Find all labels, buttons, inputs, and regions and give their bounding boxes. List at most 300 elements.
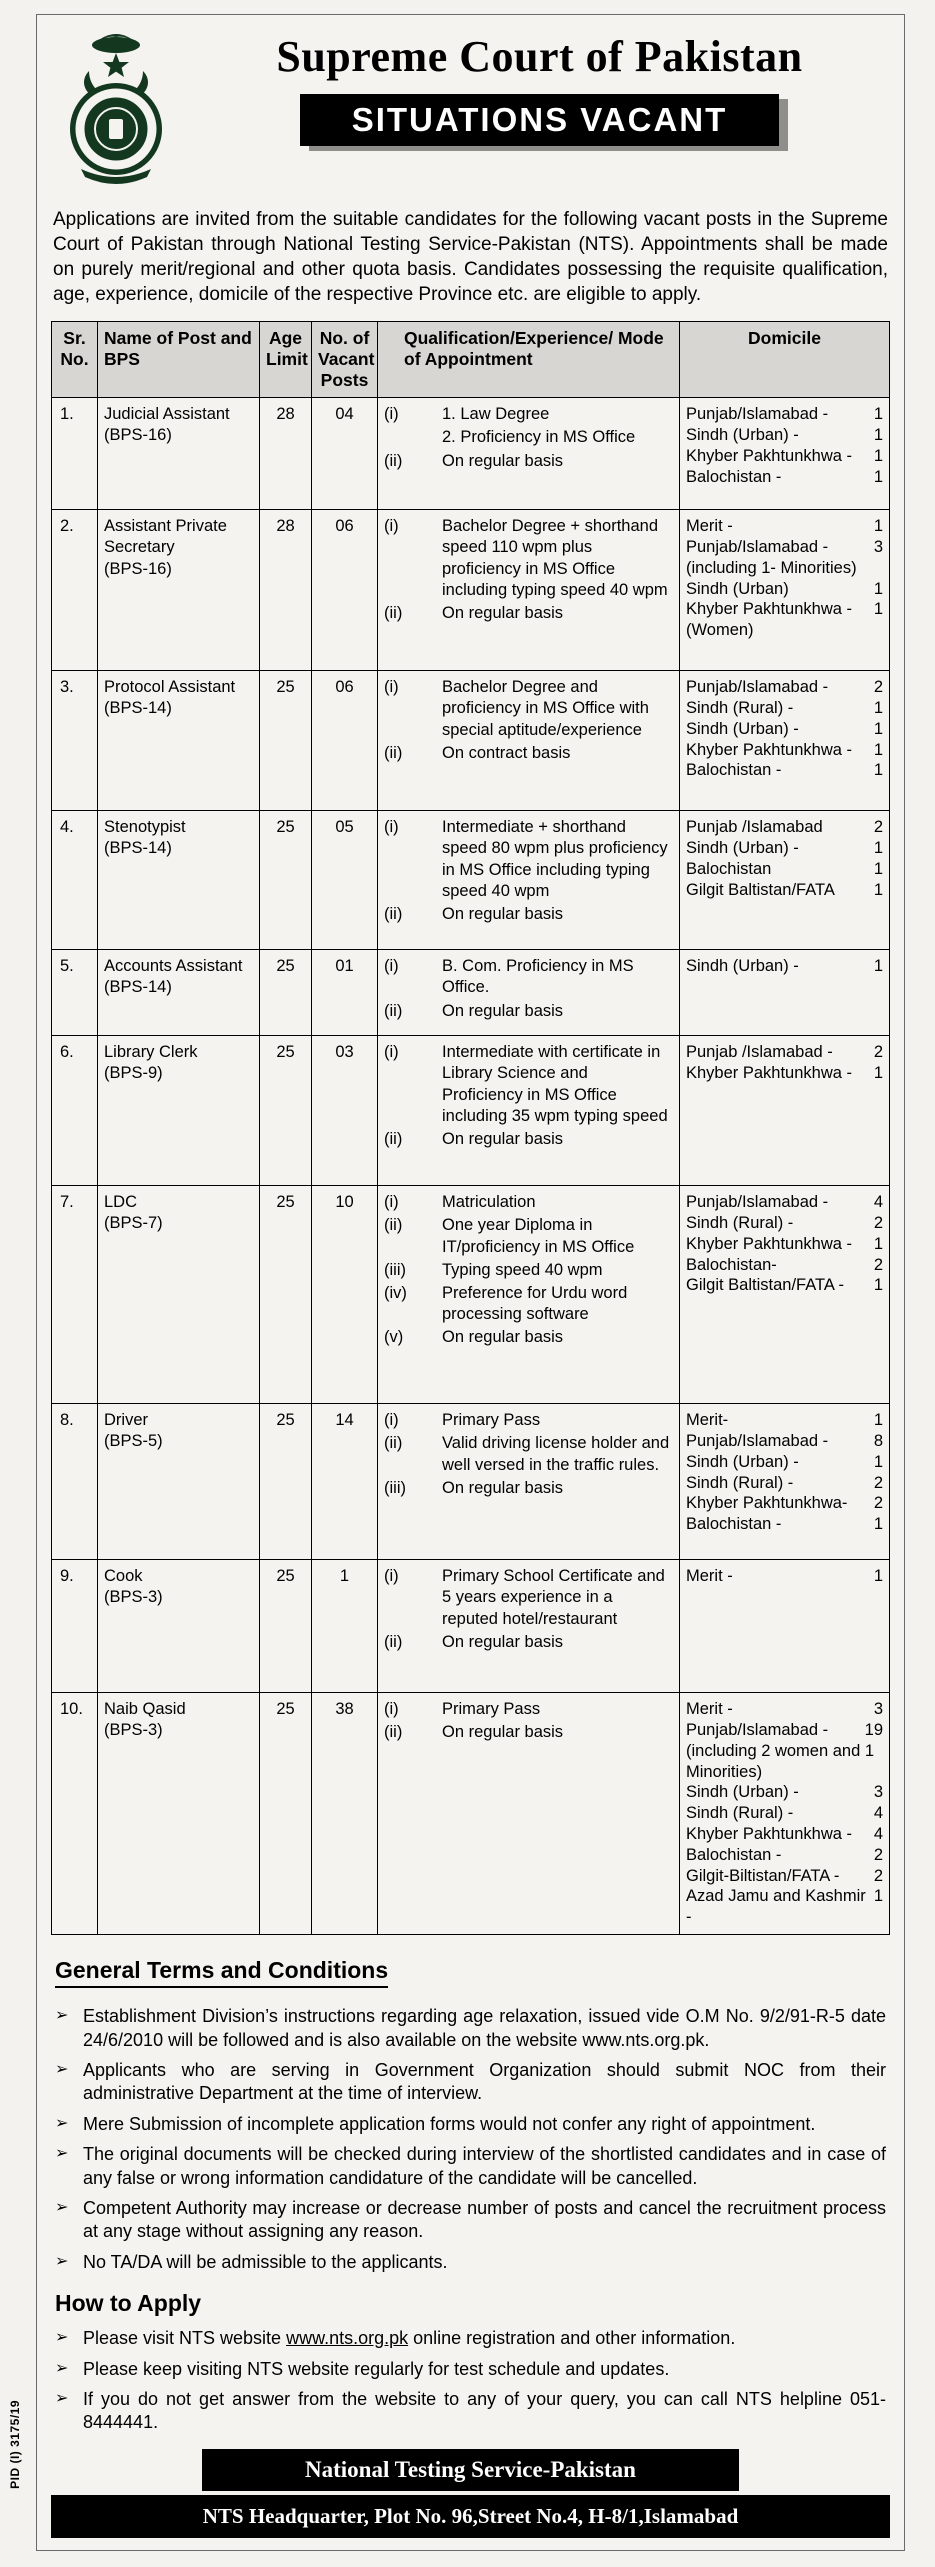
qualification-item bbox=[384, 1129, 673, 1150]
age-limit-cell: 25 bbox=[260, 950, 312, 1036]
qualification-marker: (i) bbox=[384, 818, 399, 837]
qualification-text: On regular basis bbox=[442, 1327, 564, 1346]
qualification-marker: (i) bbox=[384, 517, 399, 536]
qualification-item bbox=[384, 1001, 673, 1022]
post-name: Judicial Assistant bbox=[104, 405, 230, 424]
qualification-text: 1. Law Degree bbox=[442, 405, 550, 424]
qualification-marker: (iii) bbox=[384, 1260, 406, 1279]
bullet-item bbox=[55, 2113, 886, 2136]
age-limit-cell: 25 bbox=[260, 811, 312, 950]
age-limit-cell: 28 bbox=[260, 510, 312, 671]
qualification-cell bbox=[378, 1036, 680, 1186]
vacant-posts-cell: 04 bbox=[312, 398, 378, 510]
qualification-item bbox=[384, 1722, 673, 1743]
domicile-line bbox=[686, 740, 883, 761]
apply-list bbox=[55, 2327, 886, 2435]
post-cell bbox=[98, 1560, 260, 1693]
domicile-region: Merit - bbox=[686, 517, 733, 536]
qualification-marker: (ii) bbox=[384, 1001, 403, 1020]
qualification-text: Bachelor Degree and proficiency in MS Office with special aptitude/experience bbox=[442, 678, 649, 739]
domicile-region: Sindh (Urban) - bbox=[686, 1452, 799, 1471]
domicile-region: Gilgit-Biltistan/FATA - bbox=[686, 1866, 840, 1885]
qualification-item bbox=[384, 1042, 673, 1126]
sr-no-cell: 2. bbox=[52, 510, 98, 671]
domicile-region: Sindh (Urban) - bbox=[686, 426, 799, 445]
domicile-count: 1 bbox=[873, 1515, 883, 1534]
table-row bbox=[52, 671, 890, 811]
qualification-item bbox=[384, 1283, 673, 1325]
qualification-marker: (i) bbox=[384, 1411, 399, 1430]
table-row bbox=[52, 1036, 890, 1186]
domicile-region: Sindh (Rural) - bbox=[686, 1214, 794, 1233]
vacant-posts-cell: 1 bbox=[312, 1560, 378, 1693]
qualification-item bbox=[384, 427, 673, 448]
bullet-arrow-icon: ➢ bbox=[55, 2061, 69, 2079]
domicile-region: Merit- bbox=[686, 1411, 729, 1430]
domicile-cell bbox=[680, 1693, 890, 1935]
vacant-posts-cell: 38 bbox=[312, 1693, 378, 1935]
post-bps: (BPS-3) bbox=[104, 1721, 163, 1740]
bullet-item bbox=[55, 2251, 886, 2274]
sr-no-cell: 8. bbox=[52, 1404, 98, 1560]
domicile-count: 1 bbox=[873, 957, 883, 976]
sr-no-cell: 5. bbox=[52, 950, 98, 1036]
domicile-count: 1 bbox=[873, 1452, 883, 1471]
vacancy-table bbox=[51, 321, 890, 1935]
domicile-region: Balochistan - bbox=[686, 467, 782, 486]
post-name: Protocol Assistant bbox=[104, 678, 236, 697]
bullet-text: The original documents will be checked during interview of the shortlisted candidates and in case of any false or wrong information candidature of the candidate will be cancelled. bbox=[83, 2144, 886, 2188]
domicile-region: (including 2 women and 1 Minorities) bbox=[686, 1741, 875, 1781]
bullet-arrow-icon: ➢ bbox=[55, 2199, 69, 2217]
qualification-cell bbox=[378, 811, 680, 950]
domicile-line bbox=[686, 1845, 883, 1866]
qualification-item bbox=[384, 1566, 673, 1629]
qualification-cell bbox=[378, 1186, 680, 1404]
qualification-item bbox=[384, 1433, 673, 1475]
domicile-count: 1 bbox=[873, 1064, 883, 1083]
post-name: Driver bbox=[104, 1411, 148, 1430]
qualification-text: On regular basis bbox=[442, 1129, 564, 1148]
bullet-item bbox=[55, 2327, 886, 2350]
qualification-cell bbox=[378, 510, 680, 671]
post-bps: (BPS-14) bbox=[104, 839, 172, 858]
qualification-text: On regular basis bbox=[442, 1478, 564, 1497]
qualification-cell bbox=[378, 398, 680, 510]
bullet-text: Competent Authority may increase or decrease number of posts and cancel the recruitment process at any stage without assigning any reason. bbox=[83, 2198, 886, 2242]
domicile-cell bbox=[680, 510, 890, 671]
post-cell bbox=[98, 1404, 260, 1560]
domicile-region: Sindh (Rural) - bbox=[686, 1804, 794, 1823]
domicile-region: Khyber Pakhtunkhwa - bbox=[686, 1234, 853, 1253]
qualification-item bbox=[384, 1192, 673, 1213]
domicile-region: Balochistan - bbox=[686, 1515, 782, 1534]
bullet-text: Establishment Division’s instructions regarding age relaxation, issued vide O.M No. 9/2/91-R-5 date 24/6/2010 will be followed and is also available on the website www.nts.org.pk. bbox=[83, 2006, 886, 2050]
domicile-count bbox=[879, 1741, 883, 1783]
sr-no-cell: 9. bbox=[52, 1560, 98, 1693]
page-title: Supreme Court of Pakistan bbox=[276, 32, 803, 81]
qualification-marker: (i) bbox=[384, 678, 399, 697]
domicile-line bbox=[686, 1431, 883, 1452]
domicile-line bbox=[686, 859, 883, 880]
domicile-line bbox=[686, 1782, 883, 1803]
age-limit-cell: 25 bbox=[260, 1560, 312, 1693]
how-to-apply-section bbox=[55, 2290, 886, 2435]
domicile-cell bbox=[680, 398, 890, 510]
table-row bbox=[52, 1560, 890, 1693]
domicile-line bbox=[686, 446, 883, 467]
age-limit-cell: 28 bbox=[260, 398, 312, 510]
table-header-row bbox=[52, 322, 890, 398]
header-center bbox=[189, 25, 890, 146]
domicile-region: Balochistan bbox=[686, 859, 772, 878]
post-name: Library Clerk bbox=[104, 1043, 198, 1062]
qualification-marker: (i) bbox=[384, 405, 399, 424]
domicile-region: Sindh (Urban) bbox=[686, 579, 789, 598]
post-cell bbox=[98, 1036, 260, 1186]
domicile-line bbox=[686, 1213, 883, 1234]
domicile-count: 1 bbox=[873, 1234, 883, 1253]
domicile-region: Sindh (Rural) - bbox=[686, 1473, 794, 1492]
domicile-line bbox=[686, 425, 883, 446]
domicile-region: Khyber Pakhtunkhwa - bbox=[686, 446, 853, 465]
domicile-region: Sindh (Urban) - bbox=[686, 839, 799, 858]
domicile-region: Gilgit Baltistan/FATA bbox=[686, 880, 835, 899]
domicile-region: Merit - bbox=[686, 1567, 733, 1586]
vacant-posts-cell: 03 bbox=[312, 1036, 378, 1186]
domicile-line bbox=[686, 1741, 883, 1783]
footer bbox=[51, 2449, 890, 2538]
domicile-count: 1 bbox=[873, 859, 883, 878]
post-cell bbox=[98, 950, 260, 1036]
table-header bbox=[52, 322, 890, 398]
qualification-text: Matriculation bbox=[442, 1193, 536, 1212]
footer-address: NTS Headquarter, Plot No. 96,Street No.4, H-8/1,Islamabad bbox=[51, 2495, 890, 2538]
qualification-text: 2. Proficiency in MS Office bbox=[442, 428, 636, 447]
qualification-item bbox=[384, 904, 673, 925]
bullet-item bbox=[55, 2197, 886, 2244]
domicile-region: (including 1- Minorities) bbox=[686, 558, 857, 577]
qualification-text: On regular basis bbox=[442, 1632, 564, 1651]
bullet-arrow-icon: ➢ bbox=[55, 2390, 69, 2407]
post-name: Assistant Private Secretary bbox=[104, 517, 227, 557]
qualification-text: Preference for Urdu word processing software bbox=[442, 1283, 628, 1323]
bullet-arrow-icon: ➢ bbox=[55, 2007, 69, 2025]
domicile-region: Merit - bbox=[686, 1700, 733, 1719]
qualification-marker: (ii) bbox=[384, 1723, 403, 1742]
domicile-cell bbox=[680, 950, 890, 1036]
table-row bbox=[52, 950, 890, 1036]
qualification-marker bbox=[384, 427, 436, 448]
domicile-line bbox=[686, 1255, 883, 1276]
post-name: Stenotypist bbox=[104, 818, 186, 837]
qualification-item bbox=[384, 1327, 673, 1348]
domicile-line bbox=[686, 620, 883, 641]
vacant-posts-cell: 06 bbox=[312, 510, 378, 671]
qualification-marker: (i) bbox=[384, 1043, 399, 1062]
domicile-line bbox=[686, 1720, 883, 1741]
sr-no-cell: 7. bbox=[52, 1186, 98, 1404]
domicile-region: Punjab/Islamabad - bbox=[686, 1193, 829, 1212]
qualification-text: Primary School Certificate and 5 years experience in a reputed hotel/restaurant bbox=[442, 1567, 665, 1628]
post-cell bbox=[98, 1693, 260, 1935]
bullet-text: Mere Submission of incomplete application forms would not confer any right of appointment. bbox=[83, 2113, 816, 2134]
qualification-cell bbox=[378, 1404, 680, 1560]
domicile-count: 1 bbox=[873, 699, 883, 718]
table-row bbox=[52, 811, 890, 950]
domicile-count: 2 bbox=[873, 1845, 883, 1864]
bullet-text-pre: Please visit NTS website bbox=[83, 2328, 287, 2349]
domicile-line bbox=[686, 677, 883, 698]
domicile-line bbox=[686, 467, 883, 488]
post-name: Accounts Assistant bbox=[104, 957, 243, 976]
post-bps: (BPS-14) bbox=[104, 699, 172, 718]
domicile-region: Balochistan - bbox=[686, 1845, 782, 1864]
post-cell bbox=[98, 1186, 260, 1404]
domicile-line bbox=[686, 1803, 883, 1824]
qualification-item bbox=[384, 1260, 673, 1281]
qualification-text: On regular basis bbox=[442, 603, 564, 622]
col-header-age: Age Limit bbox=[260, 322, 312, 398]
qualification-marker: (ii) bbox=[384, 904, 403, 923]
domicile-line bbox=[686, 760, 883, 781]
qualification-text: On regular basis bbox=[442, 904, 564, 923]
vacant-posts-cell: 14 bbox=[312, 1404, 378, 1560]
bullet-text: Applicants who are serving in Government Organization should submit NOC from their administrative Department at the time of interview. bbox=[83, 2060, 886, 2104]
qualification-marker: (ii) bbox=[384, 1216, 403, 1235]
bullet-arrow-icon: ➢ bbox=[55, 2359, 69, 2377]
age-limit-cell: 25 bbox=[260, 1404, 312, 1560]
vacant-posts-cell: 10 bbox=[312, 1186, 378, 1404]
vacant-posts-cell: 05 bbox=[312, 811, 378, 950]
domicile-line bbox=[686, 817, 883, 838]
domicile-line bbox=[686, 1824, 883, 1845]
bullet-text: If you do not get answer from the website to any of your query, you can call NTS helpline 051-8444441. bbox=[83, 2389, 886, 2433]
post-cell bbox=[98, 398, 260, 510]
col-header-post: Name of Post and BPS bbox=[98, 322, 260, 398]
domicile-count: 3 bbox=[873, 1783, 883, 1802]
vacant-posts-cell: 06 bbox=[312, 671, 378, 811]
terms-heading: General Terms and Conditions bbox=[55, 1957, 388, 1988]
table-row bbox=[52, 1693, 890, 1935]
domicile-line bbox=[686, 1493, 883, 1514]
situations-vacant-banner: SITUATIONS VACANT bbox=[300, 94, 780, 146]
domicile-region: Punjab/Islamabad - bbox=[686, 538, 829, 557]
domicile-count: 1 bbox=[873, 579, 883, 598]
domicile-count: 1 bbox=[873, 1411, 883, 1430]
post-cell bbox=[98, 671, 260, 811]
sr-no-cell: 10. bbox=[52, 1693, 98, 1935]
header bbox=[51, 25, 890, 193]
domicile-count: 2 bbox=[873, 1473, 883, 1492]
domicile-count: 1 bbox=[873, 719, 883, 738]
bullet-text-post: online registration and other information. bbox=[408, 2328, 736, 2349]
domicile-line bbox=[686, 1192, 883, 1213]
domicile-line bbox=[686, 838, 883, 859]
domicile-count: 1 bbox=[873, 600, 883, 619]
domicile-count: 4 bbox=[873, 1825, 883, 1843]
domicile-region: Punjab /Islamabad - bbox=[686, 1043, 833, 1062]
col-header-vacant-posts: No. of Vacant Posts bbox=[312, 322, 378, 398]
col-header-sr-no: Sr. No. bbox=[52, 322, 98, 398]
qualification-marker: (ii) bbox=[384, 1129, 403, 1148]
domicile-line bbox=[686, 1514, 883, 1535]
col-header-domicile: Domicile bbox=[680, 322, 890, 398]
domicile-cell bbox=[680, 811, 890, 950]
qualification-marker: (v) bbox=[384, 1327, 404, 1346]
bullet-text: Please keep visiting NTS website regularly for test schedule and updates. bbox=[83, 2358, 670, 2379]
domicile-count: 2 bbox=[873, 1214, 883, 1233]
qualification-text: Primary Pass bbox=[442, 1700, 541, 1719]
domicile-region: Khyber Pakhtunkhwa - bbox=[686, 740, 853, 759]
bullet-text bbox=[83, 2327, 886, 2350]
qualification-item bbox=[384, 677, 673, 740]
domicile-count: 2 bbox=[873, 1255, 883, 1274]
qualification-item bbox=[384, 1410, 673, 1431]
domicile-line bbox=[686, 880, 883, 901]
sr-no-cell: 4. bbox=[52, 811, 98, 950]
domicile-line bbox=[686, 537, 883, 558]
vacant-posts-cell: 01 bbox=[312, 950, 378, 1036]
domicile-region: Sindh (Urban) - bbox=[686, 957, 799, 976]
domicile-count: 1 bbox=[873, 740, 883, 759]
domicile-line bbox=[686, 1042, 883, 1063]
domicile-cell bbox=[680, 1404, 890, 1560]
domicile-count: 1 bbox=[873, 446, 883, 465]
domicile-count bbox=[879, 620, 883, 641]
domicile-count: 3 bbox=[873, 538, 883, 557]
qualification-text: One year Diploma in IT/proficiency in MS Office bbox=[442, 1216, 635, 1256]
post-name: LDC bbox=[104, 1193, 138, 1212]
post-bps: (BPS-9) bbox=[104, 1064, 163, 1083]
domicile-line bbox=[686, 1410, 883, 1431]
qualification-item bbox=[384, 1632, 673, 1653]
qualification-item bbox=[384, 817, 673, 901]
qualification-text: Primary Pass bbox=[442, 1411, 541, 1430]
post-bps: (BPS-7) bbox=[104, 1214, 163, 1233]
qualification-item bbox=[384, 743, 673, 764]
qualification-marker: (iii) bbox=[384, 1478, 406, 1497]
domicile-count: 1 bbox=[873, 880, 883, 899]
qualification-marker: (ii) bbox=[384, 603, 403, 622]
bullet-item bbox=[55, 2005, 886, 2052]
domicile-cell bbox=[680, 1036, 890, 1186]
domicile-count: 3 bbox=[873, 1700, 883, 1719]
age-limit-cell: 25 bbox=[260, 671, 312, 811]
domicile-count: 1 bbox=[873, 761, 883, 780]
age-limit-cell: 25 bbox=[260, 1036, 312, 1186]
qualification-item bbox=[384, 956, 673, 998]
qualification-text: Valid driving license holder and well versed in the traffic rules. bbox=[442, 1434, 670, 1474]
domicile-region: Punjab /Islamabad bbox=[686, 818, 823, 837]
domicile-line bbox=[686, 558, 883, 579]
qualification-marker: (i) bbox=[384, 1193, 399, 1212]
logo-box bbox=[51, 25, 189, 192]
qualification-item bbox=[384, 603, 673, 624]
domicile-region: Khyber Pakhtunkhwa- bbox=[686, 1494, 848, 1513]
domicile-count: 2 bbox=[873, 818, 883, 837]
domicile-region: Khyber Pakhtunkhwa - bbox=[686, 600, 853, 619]
bullet-text: No TA/DA will be admissible to the applicants. bbox=[83, 2251, 448, 2272]
domicile-cell bbox=[680, 671, 890, 811]
qualification-item bbox=[384, 516, 673, 600]
domicile-line bbox=[686, 1473, 883, 1494]
post-bps: (BPS-3) bbox=[104, 1588, 163, 1607]
domicile-count: 1 bbox=[873, 467, 883, 486]
post-bps: (BPS-16) bbox=[104, 559, 172, 578]
domicile-line bbox=[686, 719, 883, 740]
table-row bbox=[52, 510, 890, 671]
domicile-count: 8 bbox=[873, 1432, 883, 1451]
bullet-item bbox=[55, 2143, 886, 2190]
sr-no-cell: 6. bbox=[52, 1036, 98, 1186]
domicile-count bbox=[879, 558, 883, 579]
domicile-region: Azad Jamu and Kashmir - bbox=[686, 1887, 866, 1927]
bullet-item bbox=[55, 2059, 886, 2106]
qualification-item bbox=[384, 451, 673, 472]
supreme-court-emblem-icon bbox=[51, 29, 181, 187]
intro-paragraph: Applications are invited from the suitable candidates for the following vacant posts in the Supreme Court of Pakistan through National Testing Service-Pakistan (NTS). Appointments shall be made on purely merit/regional and other quota basis. Candidates possessing the requisite qualification, age, experience, domicile of the respective Province etc. are eligible to apply. bbox=[53, 209, 888, 306]
qualification-item bbox=[384, 1478, 673, 1499]
post-bps: (BPS-14) bbox=[104, 978, 172, 997]
sr-no-cell: 1. bbox=[52, 398, 98, 510]
bullet-item bbox=[55, 2358, 886, 2381]
bullet-arrow-icon: ➢ bbox=[55, 2252, 69, 2270]
qualification-marker: (ii) bbox=[384, 451, 403, 470]
domicile-count: 1 bbox=[873, 1276, 883, 1295]
sr-no-cell: 3. bbox=[52, 671, 98, 811]
qualification-text: B. Com. Proficiency in MS Office. bbox=[442, 957, 634, 997]
domicile-line bbox=[686, 1566, 883, 1587]
vacancy-table-body bbox=[52, 398, 890, 1935]
qualification-marker: (ii) bbox=[384, 1434, 403, 1453]
qualification-cell bbox=[378, 950, 680, 1036]
domicile-count: 1 bbox=[873, 405, 883, 424]
domicile-region: Sindh (Urban) - bbox=[686, 719, 799, 738]
qualification-marker: (iv) bbox=[384, 1283, 407, 1302]
qualification-text: On regular basis bbox=[442, 451, 564, 470]
qualification-marker: (i) bbox=[384, 1700, 399, 1719]
domicile-count: 1 bbox=[873, 1567, 883, 1586]
domicile-region: (Women) bbox=[686, 621, 754, 640]
domicile-region: Punjab/Islamabad - bbox=[686, 678, 829, 697]
bullet-item bbox=[55, 2388, 886, 2435]
domicile-line bbox=[686, 1275, 883, 1296]
domicile-region: Gilgit Baltistan/FATA - bbox=[686, 1276, 845, 1295]
domicile-line bbox=[686, 1699, 883, 1720]
qualification-cell bbox=[378, 1560, 680, 1693]
terms-list bbox=[55, 2005, 886, 2274]
qualification-cell bbox=[378, 671, 680, 811]
domicile-cell bbox=[680, 1560, 890, 1693]
qualification-cell bbox=[378, 1693, 680, 1935]
qualification-text: Bachelor Degree + shorthand speed 110 wpm plus proficiency in MS Office including typing speed 40 wpm bbox=[442, 517, 668, 599]
domicile-count: 4 bbox=[873, 1193, 883, 1212]
domicile-region: Balochistan- bbox=[686, 1255, 777, 1274]
qualification-marker: (i) bbox=[384, 1567, 399, 1586]
qualification-text: On regular basis bbox=[442, 1723, 564, 1742]
bullet-link: www.nts.org.pk bbox=[286, 2328, 409, 2349]
post-name: Cook bbox=[104, 1567, 143, 1586]
domicile-region: Punjab/Islamabad - bbox=[686, 405, 829, 424]
domicile-region: Balochistan - bbox=[686, 761, 782, 780]
bullet-arrow-icon: ➢ bbox=[55, 2145, 69, 2163]
domicile-line bbox=[686, 1063, 883, 1084]
domicile-line bbox=[686, 698, 883, 719]
qualification-marker: (i) bbox=[384, 957, 399, 976]
domicile-count: 2 bbox=[873, 678, 883, 697]
domicile-line bbox=[686, 404, 883, 425]
